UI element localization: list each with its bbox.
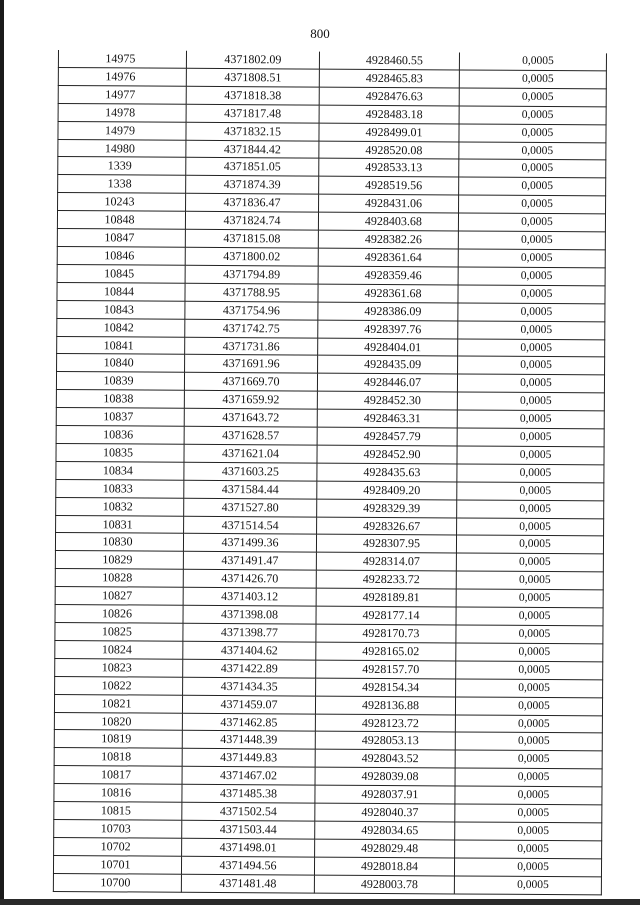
x-coordinate-cell: 4371643.72 [184,408,317,427]
accuracy-cell: 0,0005 [455,732,602,751]
point-number-cell: 14980 [58,139,186,158]
point-number-cell: 10700 [53,873,181,892]
y-coordinate-cell: 4928314.07 [316,552,456,571]
point-number-cell: 10840 [57,354,185,373]
y-coordinate-cell: 4928452.90 [317,445,457,464]
x-coordinate-cell: 4371514.54 [184,516,317,535]
accuracy-cell: 0,0005 [456,643,603,662]
accuracy-cell: 0,0005 [456,571,603,590]
x-coordinate-cell: 4371794.89 [185,265,318,284]
coordinates-table-body [53,50,606,894]
x-coordinate-cell: 4371836.47 [186,194,319,213]
y-coordinate-cell: 4928457.79 [317,427,457,446]
y-coordinate-cell: 4928359.46 [318,266,458,285]
y-coordinate-cell: 4928520.08 [319,141,459,160]
y-coordinate-cell: 4928034.65 [315,821,455,840]
x-coordinate-cell: 4371481.48 [181,874,314,893]
accuracy-cell: 0,0005 [456,553,603,572]
x-coordinate-cell: 4371659.92 [184,390,317,409]
point-number-cell: 10819 [54,730,182,749]
accuracy-cell: 0,0005 [454,876,601,895]
accuracy-cell: 0,0005 [454,858,601,877]
accuracy-cell: 0,0005 [458,321,605,340]
y-coordinate-cell: 4928397.76 [318,320,458,339]
x-coordinate-cell: 4371621.04 [184,444,317,463]
y-coordinate-cell: 4928157.70 [316,660,456,679]
y-coordinate-cell: 4928154.34 [316,678,456,697]
point-number-cell: 10823 [55,658,183,677]
accuracy-cell: 0,0005 [457,392,604,411]
accuracy-cell: 0,0005 [458,303,605,322]
y-coordinate-cell: 4928326.67 [317,517,457,536]
point-number-cell: 10824 [55,640,183,659]
accuracy-cell: 0,0005 [459,52,606,70]
point-number-cell: 14977 [58,85,186,104]
point-number-cell: 10845 [57,264,185,283]
point-number-cell: 10821 [54,694,182,713]
y-coordinate-cell: 4928435.09 [318,355,458,374]
x-coordinate-cell: 4371404.62 [183,641,316,660]
x-coordinate-cell: 4371832.15 [186,122,319,141]
y-coordinate-cell: 4928177.14 [316,606,456,625]
accuracy-cell: 0,0005 [456,679,603,698]
coordinates-table [53,50,607,895]
y-coordinate-cell: 4928499.01 [319,123,459,142]
x-coordinate-cell: 4371527.80 [184,498,317,517]
x-coordinate-cell: 4371503.44 [182,820,315,839]
y-coordinate-cell: 4928361.64 [318,248,458,267]
accuracy-cell: 0,0005 [455,804,602,823]
x-coordinate-cell: 4371403.12 [183,587,316,606]
x-coordinate-cell: 4371844.42 [186,140,319,159]
point-number-cell: 10703 [54,819,182,838]
y-coordinate-cell: 4928404.01 [318,338,458,357]
y-coordinate-cell: 4928382.26 [318,230,458,249]
point-number-cell: 10834 [56,461,184,480]
accuracy-cell: 0,0005 [458,267,605,286]
accuracy-cell: 0,0005 [459,124,606,143]
y-coordinate-cell: 4928476.63 [319,87,459,106]
point-number-cell: 10830 [55,533,183,552]
accuracy-cell: 0,0005 [455,768,602,787]
y-coordinate-cell: 4928403.68 [318,212,458,231]
y-coordinate-cell: 4928431.06 [319,194,459,213]
accuracy-cell: 0,0005 [455,750,602,769]
point-number-cell: 10831 [56,515,184,534]
y-coordinate-cell: 4928165.02 [316,642,456,661]
x-coordinate-cell: 4371691.96 [185,355,318,374]
x-coordinate-cell: 4371462.85 [182,713,315,732]
x-coordinate-cell: 4371584.44 [184,480,317,499]
x-coordinate-cell: 4371448.39 [182,731,315,750]
point-number-cell: 14975 [58,50,186,68]
y-coordinate-cell: 4928409.20 [317,481,457,500]
point-number-cell: 10702 [54,837,182,856]
y-coordinate-cell: 4928533.13 [319,159,459,178]
y-coordinate-cell: 4928189.81 [316,588,456,607]
y-coordinate-cell: 4928053.13 [315,732,455,751]
y-coordinate-cell: 4928361.68 [318,284,458,303]
y-coordinate-cell: 4928483.18 [319,105,459,124]
y-coordinate-cell: 4928463.31 [317,409,457,428]
accuracy-cell: 0,0005 [458,356,605,375]
accuracy-cell: 0,0005 [456,607,603,626]
point-number-cell: 10243 [58,193,186,212]
x-coordinate-cell: 4371669.70 [184,373,317,392]
accuracy-cell: 0,0005 [458,249,605,268]
accuracy-cell: 0,0005 [459,141,606,160]
y-coordinate-cell: 4928307.95 [316,535,456,554]
y-coordinate-cell: 4928170.73 [316,624,456,643]
x-coordinate-cell: 4371817.48 [186,104,319,123]
x-coordinate-cell: 4371434.35 [183,677,316,696]
x-coordinate-cell: 4371874.39 [186,176,319,195]
point-number-cell: 10843 [57,300,185,319]
accuracy-cell: 0,0005 [457,428,604,447]
x-coordinate-cell: 4371851.05 [186,158,319,177]
point-number-cell: 10818 [54,748,182,767]
point-number-cell: 10817 [54,766,182,785]
point-number-cell: 10701 [53,855,181,874]
accuracy-cell: 0,0005 [458,285,605,304]
accuracy-cell: 0,0005 [458,338,605,357]
accuracy-cell: 0,0005 [457,410,604,429]
accuracy-cell: 0,0005 [459,88,606,107]
accuracy-cell: 0,0005 [459,70,606,89]
x-coordinate-cell: 4371398.77 [183,623,316,642]
table-row [53,873,601,894]
x-coordinate-cell: 4371815.08 [185,229,318,248]
point-number-cell: 14978 [58,103,186,122]
x-coordinate-cell: 4371754.96 [185,301,318,320]
x-coordinate-cell: 4371628.57 [184,426,317,445]
y-coordinate-cell: 4928029.48 [315,839,455,858]
accuracy-cell: 0,0005 [455,697,602,716]
point-number-cell: 10832 [56,497,184,516]
point-number-cell: 10841 [57,336,185,355]
x-coordinate-cell: 4371422.89 [183,659,316,678]
y-coordinate-cell: 4928446.07 [317,373,457,392]
accuracy-cell: 0,0005 [459,177,606,196]
point-number-cell: 10815 [54,802,182,821]
point-number-cell: 10829 [55,551,183,570]
y-coordinate-cell: 4928329.39 [317,499,457,518]
accuracy-cell: 0,0005 [456,535,603,554]
accuracy-cell: 0,0005 [458,231,605,250]
x-coordinate-cell: 4371499.36 [183,534,316,553]
y-coordinate-cell: 4928465.83 [319,69,459,88]
x-coordinate-cell: 4371426.70 [183,570,316,589]
point-number-cell: 10833 [56,479,184,498]
point-number-cell: 10820 [54,712,182,731]
accuracy-cell: 0,0005 [457,500,604,519]
y-coordinate-cell: 4928460.55 [319,52,459,70]
point-number-cell: 1339 [58,157,186,176]
point-number-cell: 10836 [56,426,184,445]
x-coordinate-cell: 4371742.75 [185,319,318,338]
point-number-cell: 14976 [58,67,186,86]
point-number-cell: 10825 [55,622,183,641]
x-coordinate-cell: 4371498.01 [182,838,315,857]
page-number: 800 [310,26,330,41]
x-coordinate-cell: 4371398.08 [183,605,316,624]
x-coordinate-cell: 4371502.54 [182,802,315,821]
point-number-cell: 10838 [56,390,184,409]
accuracy-cell: 0,0005 [459,159,606,178]
y-coordinate-cell: 4928386.09 [318,302,458,321]
x-coordinate-cell: 4371818.38 [186,86,319,105]
point-number-cell: 10847 [57,229,185,248]
point-number-cell: 10839 [56,372,184,391]
y-coordinate-cell: 4928003.78 [314,875,454,894]
point-number-cell: 10827 [55,587,183,606]
x-coordinate-cell: 4371824.74 [185,211,318,230]
accuracy-cell: 0,0005 [455,822,602,841]
scan-edge-bottom [0,899,640,905]
x-coordinate-cell: 4371802.09 [186,51,319,69]
accuracy-cell: 0,0005 [458,213,605,232]
point-number-cell: 10822 [55,676,183,695]
accuracy-cell: 0,0005 [455,714,602,733]
accuracy-cell: 0,0005 [455,786,602,805]
point-number-cell: 10842 [57,318,185,337]
x-coordinate-cell: 4371800.02 [185,247,318,266]
point-number-cell: 10846 [57,246,185,265]
x-coordinate-cell: 4371731.86 [185,337,318,356]
x-coordinate-cell: 4371467.02 [182,767,315,786]
accuracy-cell: 0,0005 [457,518,604,537]
accuracy-cell: 0,0005 [459,195,606,214]
y-coordinate-cell: 4928233.72 [316,570,456,589]
y-coordinate-cell: 4928435.63 [317,463,457,482]
accuracy-cell: 0,0005 [457,374,604,393]
x-coordinate-cell: 4371459.07 [182,695,315,714]
point-number-cell: 14979 [58,121,186,140]
accuracy-cell: 0,0005 [457,464,604,483]
accuracy-cell: 0,0005 [455,840,602,859]
point-number-cell: 10837 [56,408,184,427]
x-coordinate-cell: 4371494.56 [181,856,314,875]
accuracy-cell: 0,0005 [459,106,606,125]
point-number-cell: 10816 [54,784,182,803]
y-coordinate-cell: 4928039.08 [315,767,455,786]
accuracy-cell: 0,0005 [457,446,604,465]
accuracy-cell: 0,0005 [456,625,603,644]
x-coordinate-cell: 4371603.25 [184,462,317,481]
y-coordinate-cell: 4928136.88 [315,696,455,715]
point-number-cell: 10835 [56,443,184,462]
point-number-cell: 10826 [55,605,183,624]
y-coordinate-cell: 4928452.30 [317,391,457,410]
y-coordinate-cell: 4928037.91 [315,785,455,804]
x-coordinate-cell: 4371491.47 [183,552,316,571]
accuracy-cell: 0,0005 [456,661,603,680]
point-number-cell: 10848 [57,211,185,230]
x-coordinate-cell: 4371449.83 [182,749,315,768]
y-coordinate-cell: 4928018.84 [314,857,454,876]
y-coordinate-cell: 4928043.52 [315,749,455,768]
point-number-cell: 10844 [57,282,185,301]
x-coordinate-cell: 4371788.95 [185,283,318,302]
accuracy-cell: 0,0005 [457,482,604,501]
scan-edge-left [0,0,4,905]
y-coordinate-cell: 4928123.72 [315,714,455,733]
point-number-cell: 10828 [55,569,183,588]
y-coordinate-cell: 4928519.56 [319,176,459,195]
y-coordinate-cell: 4928040.37 [315,803,455,822]
x-coordinate-cell: 4371808.51 [186,68,319,87]
point-number-cell: 1338 [58,175,186,194]
accuracy-cell: 0,0005 [456,589,603,608]
x-coordinate-cell: 4371485.38 [182,784,315,803]
